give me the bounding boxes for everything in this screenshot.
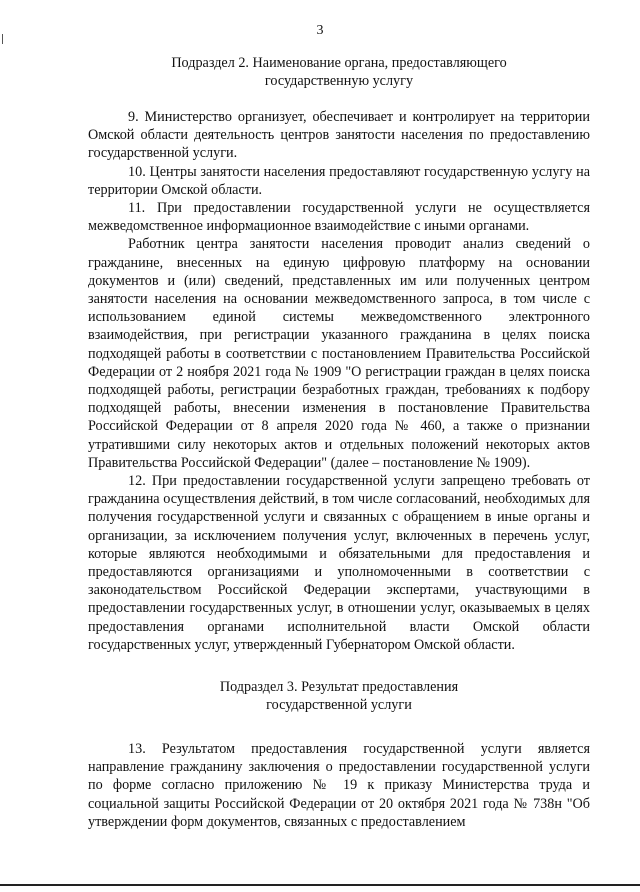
paragraph-9: 9. Министерство организует, обеспечивает и контролирует на территории Омской области деятельность центров занятости населения по предоставлению государственной услуги.	[88, 109, 590, 162]
paragraph-11: 11. При предоставлении государственной услуги не осуществляется межведомственное информационное взаимодействие с иными органами.	[88, 200, 590, 235]
paragraph-13: 13. Результатом предоставления государственной услуги является направление гражданину заключения о предоставлении государственной услуги по форме согласно приложению № 19 к приказу Министерства труда и социальной защиты Российской Федерации от 20 октября 2021 года № 738н "Об утверждении форм документов, связанных с предоставлением	[88, 741, 590, 830]
subsection-3-heading-line1: Подраздел 3. Результат предоставления	[219, 679, 459, 695]
subsection-2-body	[88, 108, 590, 654]
paragraph-10: 10. Центры занятости населения предоставляют государственную услугу на территории Омской области.	[88, 163, 590, 198]
scan-bottom-edge	[0, 884, 640, 886]
paragraph-12: 12. При предоставлении государственной услуги запрещено требовать от гражданина осуществления действий, в том числе согласований, необходимых для получения государственной услуги и связанных с обращением в иные органы и организации, за исключением получения услуг, включенных в перечень услуг, которые являются необходимыми и обязательными для предоставления и предоставляются организациями и уполномоченными в соответствии с законодательством Российской Федерации экспертами, участвующими в предоставлении государственных услуг, в отношении услуг, оказываемых в целях предоставления органами исполнительной власти Омской области государственных услуг, утвержденный Губернатором Омской области.	[88, 473, 590, 653]
page-number: 3	[316, 23, 324, 38]
paragraph-11-analysis: Работник центра занятости населения проводит анализ сведений о гражданине, внесенных на единую цифровую платформу на основании документов и (или) сведений, представленных им или полученных центром занятости населения на основании межведомственного запроса, в том числе с использованием единой системы межведомственного электронного взаимодействия, при регистрации указанного гражданина в целях поиска подходящей работы в соответствии с постановлением Правительства Российской Федерации от 2 ноября 2021 года № 1909 "О регистрации граждан в целях поиска подходящей работы, регистрации безработных граждан, требованиях к подбору подходящей работы, внесении изменения в постановление Правительства Российской Федерации от 8 апреля 2020 года № 460, а также о признании утратившими силу некоторых актов и отдельных положений некоторых актов Правительства Российской Федерации" (далее – постановление № 1909).	[88, 236, 590, 471]
subsection-3-heading	[88, 678, 590, 714]
subsection-3-heading-line2: государственной услуги	[266, 697, 412, 714]
subsection-2-heading-line1: Подраздел 2. Наименование органа, предоставляющего	[171, 55, 507, 71]
subsection-2-heading	[88, 54, 590, 90]
subsection-2-heading-line2: государственную услугу	[264, 73, 414, 90]
subsection-3-body	[88, 740, 590, 831]
